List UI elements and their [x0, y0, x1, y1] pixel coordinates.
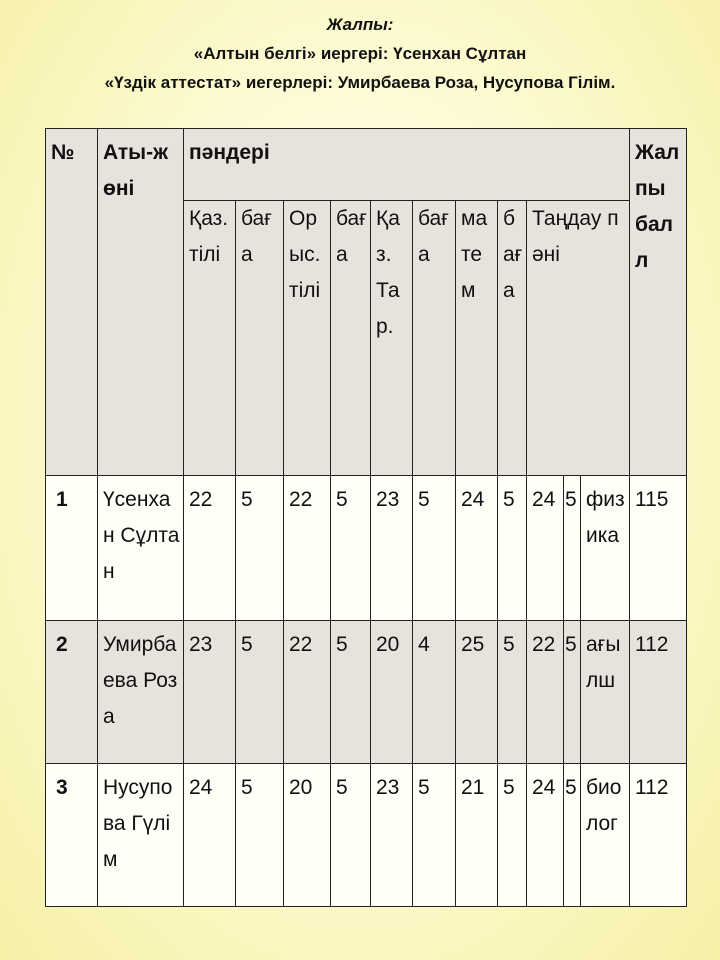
subject-hist: Қаз. Тар. [371, 201, 413, 476]
row-opt-grade: 5 [564, 621, 581, 764]
table-row [46, 764, 687, 907]
header-total: Жалпы балл [630, 129, 687, 476]
row-kaz-grade: 5 [236, 621, 284, 764]
row-hist: 23 [371, 476, 413, 621]
row-total: 112 [630, 621, 687, 764]
row-total: 115 [630, 476, 687, 621]
subject-rus: Орыс. тілі [284, 201, 331, 476]
row-math-grade: 5 [498, 621, 527, 764]
row-rus: 22 [284, 621, 331, 764]
table-row [46, 476, 687, 621]
row-hist-grade: 5 [413, 764, 456, 907]
header-subjects: пәндері [184, 129, 630, 201]
row-kaz-grade: 5 [236, 476, 284, 621]
row-hist: 20 [371, 621, 413, 764]
row-opt: 24 [527, 764, 564, 907]
subject-optional: Таңдау пәні [527, 201, 630, 476]
subject-math: матем [456, 201, 498, 476]
header-line-1: Жалпы: [326, 15, 394, 34]
row-name: Умирбаева Роза [98, 621, 184, 764]
row-opt-subject: биолог [581, 764, 630, 907]
row-hist-grade: 4 [413, 621, 456, 764]
row-kaz: 22 [184, 476, 236, 621]
row-kaz: 23 [184, 621, 236, 764]
row-no: 1 [46, 476, 98, 621]
header-line-3: «Үздік аттестат» иегерлері: Умирбаева Роза, Нусупова Гілім. [104, 73, 616, 92]
row-rus: 22 [284, 476, 331, 621]
results-table [45, 128, 687, 907]
row-name: Нусупова Гүлім [98, 764, 184, 907]
row-math: 24 [456, 476, 498, 621]
row-rus-grade: 5 [331, 764, 371, 907]
page-header [0, 10, 720, 97]
row-math: 21 [456, 764, 498, 907]
header-name: Аты-жөні [98, 129, 184, 476]
row-no: 2 [46, 621, 98, 764]
row-opt: 24 [527, 476, 564, 621]
row-rus: 20 [284, 764, 331, 907]
row-name: Үсенхан Сұлтан [98, 476, 184, 621]
subject-rus-grade: баға [331, 201, 371, 476]
row-opt-grade: 5 [564, 764, 581, 907]
row-math: 25 [456, 621, 498, 764]
row-hist-grade: 5 [413, 476, 456, 621]
header-line-2: «Алтын белгі» иергері: Үсенхан Сұлтан [193, 44, 527, 63]
row-no: 3 [46, 764, 98, 907]
row-kaz-grade: 5 [236, 764, 284, 907]
row-opt: 22 [527, 621, 564, 764]
row-opt-grade: 5 [564, 476, 581, 621]
subject-math-grade: баға [498, 201, 527, 476]
row-rus-grade: 5 [331, 621, 371, 764]
subject-kaz-grade: баға [236, 201, 284, 476]
table-row [46, 621, 687, 764]
row-kaz: 24 [184, 764, 236, 907]
subject-hist-grade: баға [413, 201, 456, 476]
row-opt-subject: физика [581, 476, 630, 621]
row-math-grade: 5 [498, 476, 527, 621]
row-hist: 23 [371, 764, 413, 907]
row-total: 112 [630, 764, 687, 907]
row-opt-subject: ағылш [581, 621, 630, 764]
subject-kaz: Қаз. тілі [184, 201, 236, 476]
row-math-grade: 5 [498, 764, 527, 907]
header-no: № [46, 129, 98, 476]
row-rus-grade: 5 [331, 476, 371, 621]
